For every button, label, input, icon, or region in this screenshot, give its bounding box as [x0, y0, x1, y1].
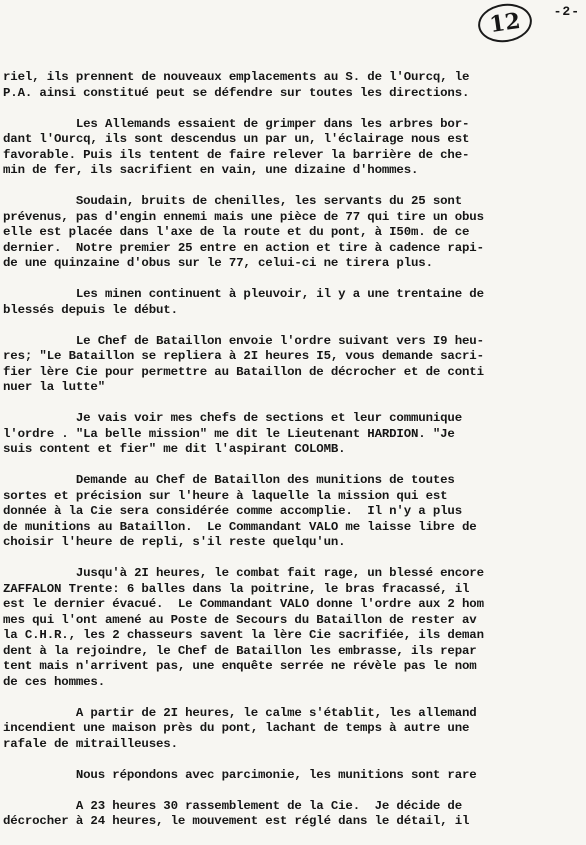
- paragraph: [3, 334, 583, 396]
- text-line: mes qui l'ont amené au Poste de Secours du Bataillon de rester av: [3, 612, 477, 627]
- document-body: [3, 70, 583, 845]
- text-line: nuer la lutte": [3, 380, 105, 394]
- paragraph: [3, 768, 583, 784]
- text-line: Je vais voir mes chefs de sections et leur communique: [3, 411, 462, 425]
- text-line: Les Allemands essaient de grimper dans les arbres bor-: [3, 116, 470, 131]
- text-line: dant l'Ourcq, ils sont descendus un par un, l'éclairage nous est: [3, 132, 470, 146]
- text-line: Les minen continuent à pleuvoir, il y a une trentaine de: [3, 287, 484, 301]
- paragraph: [3, 117, 583, 179]
- text-line: tent mais n'arrivent pas, une enquête serrée ne révèle pas le nom: [3, 659, 477, 673]
- text-line: elle est placée dans l'axe de la route et du pont, à I50m. de ce: [3, 225, 470, 239]
- text-line: Soudain, bruits de chenilles, les servants du 25 sont: [3, 194, 462, 208]
- text-line: Le Chef de Bataillon envoie l'ordre suivant vers I9 heu-: [3, 333, 484, 348]
- paragraph: [3, 473, 583, 551]
- text-line: dernier. Notre premier 25 entre en action et tire à cadence rapi-: [3, 240, 484, 255]
- text-line: la C.H.R., les 2 chasseurs savent la lère Cie sacrifiée, ils deman: [3, 628, 484, 642]
- text-line: de une quinzaine d'obus sur le 77, celui-ci ne tirera plus.: [3, 256, 433, 270]
- page-number: -2-: [553, 4, 580, 19]
- text-line: A partir de 2I heures, le calme s'établit, les allemand: [3, 705, 477, 720]
- text-line: P.A. ainsi constitué peut se défendre sur toutes les directions.: [3, 85, 470, 100]
- text-line: Demande au Chef de Bataillon des munitions de toutes: [3, 473, 455, 487]
- paragraph: [3, 287, 583, 318]
- paragraph: [3, 799, 583, 830]
- text-line: de munitions au Bataillon. Le Commandant VALO me laisse libre de: [3, 519, 477, 534]
- text-line: est le dernier évacué. Le Commandant VALO donne l'ordre aux 2 hom: [3, 597, 484, 611]
- text-line: donnée à la Cie sera considérée comme accomplie. Il n'y a plus: [3, 504, 462, 518]
- text-line: de ces hommes.: [3, 674, 105, 689]
- text-line: blessés depuis le début.: [3, 302, 178, 317]
- paragraph: [3, 411, 583, 458]
- paragraph: [3, 194, 583, 272]
- text-line: rafale de mitrailleuses.: [3, 736, 178, 751]
- text-line: dent à la rejoindre, le Chef de Bataillon les embrasse, ils repar: [3, 643, 477, 658]
- circled-page-number: [476, 0, 535, 45]
- text-line: favorable. Puis ils tentent de faire relever la barrière de che-: [3, 147, 470, 162]
- paragraph: [3, 706, 583, 753]
- text-line: riel, ils prennent de nouveaux emplacements au S. de l'Ourcq, le: [3, 70, 470, 84]
- text-line: prévenus, pas d'engin ennemi mais une pièce de 77 qui tire un obus: [3, 209, 484, 224]
- text-line: suis content et fier" me dit l'aspirant COLOMB.: [3, 442, 346, 456]
- text-line: Jusqu'à 2I heures, le combat fait rage, un blessé encore: [3, 566, 484, 580]
- text-line: min de fer, ils sacrifient en vain, une dizaine d'hommes.: [3, 163, 419, 177]
- text-line: fier lère Cie pour permettre au Bataillon de décrocher et de conti: [3, 364, 484, 379]
- text-line: incendient une maison près du pont, lachant de temps à autre une: [3, 721, 470, 735]
- text-line: ZAFFALON Trente: 6 balles dans la poitrine, le bras fracassé, il: [3, 581, 470, 596]
- text-line: choisir l'heure de repli, s'il reste quelqu'un.: [3, 535, 346, 549]
- circled-number-text: 12: [488, 7, 522, 39]
- text-line: A 23 heures 30 rassemblement de la Cie. Je décide de: [3, 798, 462, 813]
- paragraph: [3, 566, 583, 690]
- text-line: décrocher à 24 heures, le mouvement est réglé dans le détail, il: [3, 814, 470, 828]
- text-line: res; "Le Bataillon se repliera à 2I heures I5, vous demande sacri-: [3, 349, 484, 363]
- text-line: l'ordre . "La belle mission" me dit le Lieutenant HARDION. "Je: [3, 426, 455, 441]
- text-line: sortes et précision sur l'heure à laquelle la mission qui est: [3, 488, 448, 503]
- text-line: Nous répondons avec parcimonie, les munitions sont rare: [3, 767, 477, 782]
- paragraph: [3, 70, 583, 101]
